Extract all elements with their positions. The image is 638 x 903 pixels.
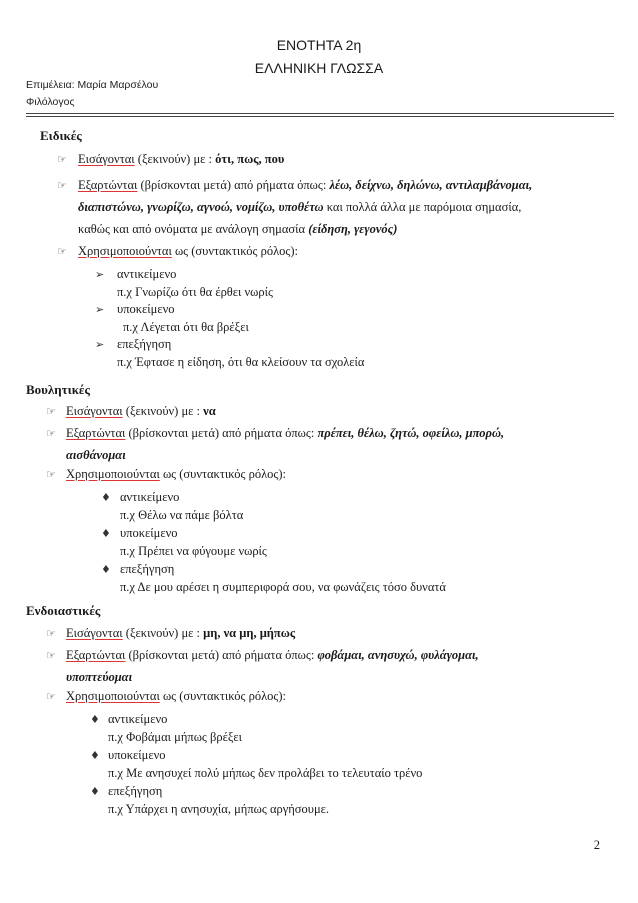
pointing-hand-icon: ☞ [46,405,56,418]
follow-line-3: καθώς και από ονόματα με ανάλογη σημασία (είδηση, γεγονός) [78,222,398,236]
header-title-line2: ΕΛΛΗΝΙΚΗ ΓΛΩΣΣΑ [254,60,384,76]
role-name: υποκείμενο [120,526,178,540]
header-title-line1: ΕΝΟΤΗΤΑ 2η [276,37,362,53]
header-rule-top [26,113,614,114]
pointing-hand-icon: ☞ [46,427,56,440]
role-example: π.χ Λέγεται ότι θα βρέξει [123,320,249,334]
header-author: Επιμέλεια: Μαρία Μαρσέλου [26,79,159,91]
follow-line-1: Εξαρτώνται (βρίσκονται μετά) από ρήματα όπως: φοβάμαι, ανησυχώ, φυλάγομαι, [66,648,479,662]
diamond-icon: ♦ [90,749,100,762]
section-heading-eidikes: Ειδικές [40,128,82,143]
intro-line: Εισάγονται (ξεκινούν) με : μη, να μη, μήπως [66,626,296,640]
pointing-hand-icon: ☞ [46,468,56,481]
arrow-icon: ➢ [95,303,105,316]
header-rule-bottom [26,116,614,117]
pointing-hand-icon: ☞ [46,649,56,662]
role-name: επεξήγηση [120,562,175,576]
section-heading-endoiastikes: Ενδοιαστικές [26,603,101,618]
pointing-hand-icon: ☞ [57,245,67,258]
role-name: υποκείμενο [108,748,166,762]
pointing-hand-icon: ☞ [46,627,56,640]
role-example: π.χ Έφτασε η είδηση, ότι θα κλείσουν τα σχολεία [117,355,365,369]
role-example: π.χ Θέλω να πάμε βόλτα [120,508,244,522]
follow-line-2: διαπιστώνω, γνωρίζω, αγνοώ, νομίζω, υποθέτω και πολλά άλλα με παρόμοια σημασία, [78,200,522,214]
role-example: π.χ Γνωρίζω ότι θα έρθει νωρίς [117,285,273,299]
intro-line: Εισάγονται (ξεκινούν) με : ότι, πως, που [78,152,285,166]
usage-line: Χρησιμοποιούνται ως (συντακτικός ρόλος): [66,689,286,703]
pointing-hand-icon: ☞ [46,690,56,703]
diamond-icon: ♦ [90,713,100,726]
diamond-icon: ♦ [101,527,111,540]
role-example: π.χ Φοβάμαι μήπως βρέξει [108,730,243,744]
usage-line: Χρησιμοποιούνται ως (συντακτικός ρόλος): [78,244,298,258]
follow-line-2: υποπτεύομαι [66,670,133,684]
header-role: Φιλόλογος [26,96,75,108]
diamond-icon: ♦ [90,785,100,798]
follow-line-1: Εξαρτώνται (βρίσκονται μετά) από ρήματα όπως: πρέπει, θέλω, ζητώ, οφείλω, μπορώ, [66,426,505,440]
page-number: 2 [593,838,600,852]
usage-line: Χρησιμοποιούνται ως (συντακτικός ρόλος): [66,467,286,481]
intro-line: Εισάγονται (ξεκινούν) με : να [66,404,216,418]
pointing-hand-icon: ☞ [57,153,67,166]
role-example: π.χ Πρέπει να φύγουμε νωρίς [120,544,267,558]
follow-line-1: Εξαρτώνται (βρίσκονται μετά) από ρήματα όπως: λέω, δείχνω, δηλώνω, αντιλαμβάνομαι, [78,178,533,192]
section-heading-voulitikes: Βουλητικές [26,382,90,397]
arrow-icon: ➢ [95,268,105,281]
diamond-icon: ♦ [101,491,111,504]
role-name: αντικείμενο [108,712,168,726]
arrow-icon: ➢ [95,338,105,351]
role-example: π.χ Με ανησυχεί πολύ μήπως δεν προλάβει το τελευταίο τρένο [108,766,423,780]
follow-line-2: αισθάνομαι [66,448,126,462]
diamond-icon: ♦ [101,563,111,576]
role-name: αντικείμενο [120,490,180,504]
role-name: αντικείμενο [117,267,177,281]
pointing-hand-icon: ☞ [57,179,67,192]
role-example: π.χ Υπάρχει η ανησυχία, μήπως αργήσουμε. [108,802,330,816]
role-name: επεξήγηση [108,784,163,798]
role-example: π.χ Δε μου αρέσει η συμπεριφορά σου, να φωνάζεις τόσο δυνατά [120,580,446,594]
role-name: υποκείμενο [117,302,175,316]
role-name: επεξήγηση [117,337,172,351]
